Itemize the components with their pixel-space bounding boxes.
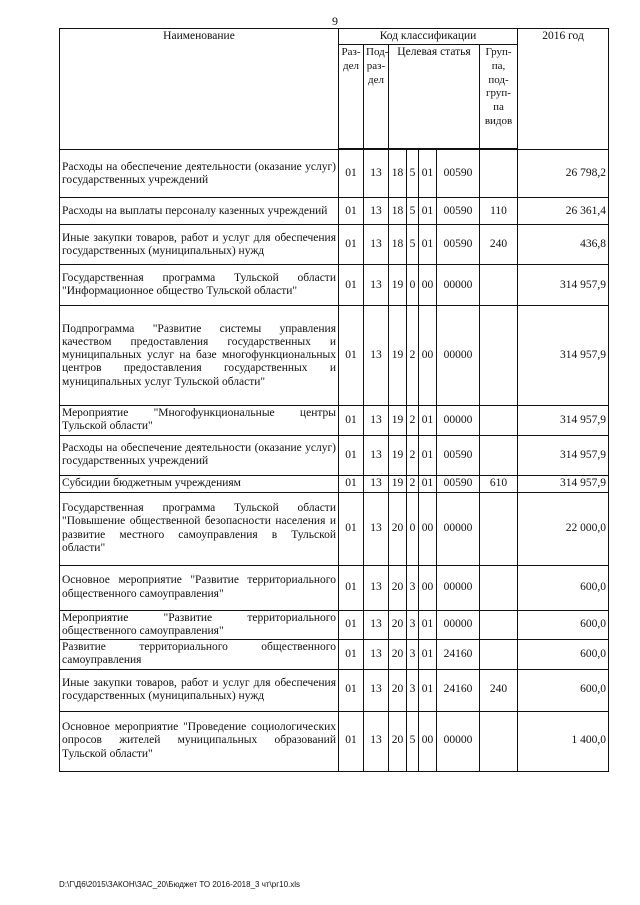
row-name: Расходы на обеспечение деятельности (оказание услуг) государственных учреждений: [60, 150, 339, 198]
row-podrazdel: 13: [364, 435, 389, 475]
row-target-direction: 00590: [437, 225, 480, 265]
header-name: Наименование: [60, 29, 339, 150]
header-row-top: [60, 29, 609, 45]
row-amount: 600,0: [518, 669, 609, 711]
file-path-footer: D:\Г\Д6\2015\ЗАКОН\ЗАС_20\Бюджет ТО 2016-2018_3 чт\рг10.xls: [59, 880, 301, 889]
table-row: [60, 150, 609, 198]
row-target-event: 00: [419, 711, 437, 771]
row-target-direction: 00000: [437, 492, 480, 565]
row-podrazdel: 13: [364, 198, 389, 225]
table-row: [60, 610, 609, 639]
row-amount: 314 957,9: [518, 265, 609, 306]
row-target-program: 20: [389, 640, 407, 669]
row-amount: 314 957,9: [518, 406, 609, 435]
row-expense-group: [480, 610, 518, 639]
row-target-subprogram: 0: [407, 265, 419, 306]
row-target-subprogram: 3: [407, 640, 419, 669]
row-amount: 1 400,0: [518, 711, 609, 771]
row-razdel: 01: [339, 565, 364, 610]
table-row: [60, 711, 609, 771]
row-expense-group: [480, 265, 518, 306]
row-target-program: 19: [389, 475, 407, 492]
row-name: Подпрограмма "Развитие системы управления качеством предоставления государственных и муниципальных услуг на базе многофункциональных центров предоставления государственных и муниципальных услуг Тульской области": [60, 306, 339, 406]
row-razdel: 01: [339, 492, 364, 565]
row-razdel: 01: [339, 669, 364, 711]
row-amount: 600,0: [518, 610, 609, 639]
row-target-event: 01: [419, 475, 437, 492]
row-target-subprogram: 5: [407, 150, 419, 198]
page-number: 9: [332, 14, 338, 28]
row-target-event: 00: [419, 306, 437, 406]
row-target-subprogram: 5: [407, 198, 419, 225]
header-target-article: Целевая статья: [389, 45, 480, 149]
row-target-program: 19: [389, 265, 407, 306]
row-podrazdel: 13: [364, 492, 389, 565]
row-name: Расходы на обеспечение деятельности (оказание услуг) государственных учреждений: [60, 435, 339, 475]
row-podrazdel: 13: [364, 565, 389, 610]
row-expense-group: [480, 150, 518, 198]
row-name: Мероприятие "Развитие территориального общественного самоуправления": [60, 610, 339, 639]
row-name: Субсидии бюджетным учреждениям: [60, 475, 339, 492]
table-row: [60, 475, 609, 492]
row-target-direction: 00590: [437, 150, 480, 198]
row-podrazdel: 13: [364, 475, 389, 492]
row-target-event: 01: [419, 198, 437, 225]
row-razdel: 01: [339, 225, 364, 265]
header-razdel: Раз- дел: [339, 45, 364, 149]
header-group: Груп- па, под- груп- па видов: [480, 45, 518, 149]
row-target-program: 18: [389, 150, 407, 198]
row-name: Государственная программа Тульской области "Повышение общественной безопасности населения и развитие местного самоуправления в Тульской области": [60, 492, 339, 565]
row-expense-group: [480, 565, 518, 610]
row-expense-group: [480, 406, 518, 435]
row-podrazdel: 13: [364, 306, 389, 406]
row-expense-group: 110: [480, 198, 518, 225]
row-target-direction: 24160: [437, 640, 480, 669]
row-target-direction: 00000: [437, 610, 480, 639]
table-row: [60, 198, 609, 225]
row-expense-group: [480, 435, 518, 475]
row-razdel: 01: [339, 265, 364, 306]
row-target-direction: 00000: [437, 265, 480, 306]
table-row: [60, 435, 609, 475]
row-razdel: 01: [339, 475, 364, 492]
row-podrazdel: 13: [364, 640, 389, 669]
row-target-event: 01: [419, 610, 437, 639]
row-target-program: 19: [389, 406, 407, 435]
row-amount: 314 957,9: [518, 306, 609, 406]
budget-table: [59, 28, 609, 772]
table-row: [60, 492, 609, 565]
row-name: Иные закупки товаров, работ и услуг для обеспечения государственных (муниципальных) нужд: [60, 669, 339, 711]
row-target-subprogram: 0: [407, 492, 419, 565]
row-podrazdel: 13: [364, 711, 389, 771]
row-target-program: 20: [389, 492, 407, 565]
row-target-direction: 00000: [437, 565, 480, 610]
row-target-event: 01: [419, 406, 437, 435]
row-amount: 22 000,0: [518, 492, 609, 565]
row-razdel: 01: [339, 406, 364, 435]
row-target-program: 18: [389, 198, 407, 225]
row-expense-group: 240: [480, 669, 518, 711]
row-target-subprogram: 3: [407, 610, 419, 639]
row-name: Мероприятие "Многофункциональные центры Тульской области": [60, 406, 339, 435]
row-target-direction: 00000: [437, 711, 480, 771]
row-amount: 314 957,9: [518, 435, 609, 475]
row-razdel: 01: [339, 150, 364, 198]
row-target-event: 01: [419, 150, 437, 198]
row-target-event: 00: [419, 492, 437, 565]
row-target-direction: 00000: [437, 406, 480, 435]
row-target-program: 20: [389, 711, 407, 771]
row-expense-group: [480, 492, 518, 565]
table-row: [60, 565, 609, 610]
row-name: Государственная программа Тульской области "Информационное общество Тульской области": [60, 265, 339, 306]
row-name: Расходы на выплаты персоналу казенных учреждений: [60, 198, 339, 225]
row-razdel: 01: [339, 640, 364, 669]
header-year: 2016 год: [518, 29, 609, 150]
row-target-direction: 00590: [437, 435, 480, 475]
row-target-program: 19: [389, 435, 407, 475]
row-target-event: 01: [419, 669, 437, 711]
row-name: Развитие территориального общественного самоуправления: [60, 640, 339, 669]
row-target-subprogram: 2: [407, 475, 419, 492]
row-target-subprogram: 2: [407, 406, 419, 435]
row-target-subprogram: 5: [407, 225, 419, 265]
row-target-program: 20: [389, 565, 407, 610]
row-podrazdel: 13: [364, 150, 389, 198]
row-name: Иные закупки товаров, работ и услуг для обеспечения государственных (муниципальных) нужд: [60, 225, 339, 265]
row-amount: 26 798,2: [518, 150, 609, 198]
row-podrazdel: 13: [364, 610, 389, 639]
row-razdel: 01: [339, 610, 364, 639]
row-podrazdel: 13: [364, 406, 389, 435]
row-podrazdel: 13: [364, 265, 389, 306]
row-amount: 600,0: [518, 640, 609, 669]
row-target-subprogram: 5: [407, 711, 419, 771]
row-target-subprogram: 3: [407, 565, 419, 610]
row-amount: 436,8: [518, 225, 609, 265]
row-expense-group: [480, 640, 518, 669]
row-podrazdel: 13: [364, 669, 389, 711]
row-razdel: 01: [339, 711, 364, 771]
row-expense-group: 240: [480, 225, 518, 265]
table-row: [60, 225, 609, 265]
row-amount: 26 361,4: [518, 198, 609, 225]
row-target-subprogram: 3: [407, 669, 419, 711]
row-target-direction: 00590: [437, 198, 480, 225]
row-target-program: 20: [389, 610, 407, 639]
row-expense-group: [480, 711, 518, 771]
row-target-event: 01: [419, 435, 437, 475]
row-target-event: 01: [419, 225, 437, 265]
row-amount: 314 957,9: [518, 475, 609, 492]
row-expense-group: [480, 306, 518, 406]
row-target-event: 01: [419, 640, 437, 669]
header-code-group: Код классификации: [339, 29, 518, 45]
row-target-direction: 24160: [437, 669, 480, 711]
table-row: [60, 306, 609, 406]
row-razdel: 01: [339, 198, 364, 225]
row-podrazdel: 13: [364, 225, 389, 265]
row-target-event: 00: [419, 265, 437, 306]
row-target-program: 19: [389, 306, 407, 406]
row-expense-group: 610: [480, 475, 518, 492]
row-target-subprogram: 2: [407, 306, 419, 406]
row-target-program: 20: [389, 669, 407, 711]
row-target-direction: 00590: [437, 475, 480, 492]
row-amount: 600,0: [518, 565, 609, 610]
row-name: Основное мероприятие "Развитие территориального общественного самоуправления": [60, 565, 339, 610]
row-target-program: 18: [389, 225, 407, 265]
table-row: [60, 669, 609, 711]
table-row: [60, 640, 609, 669]
row-target-direction: 00000: [437, 306, 480, 406]
row-name: Основное мероприятие "Проведение социологических опросов жителей муниципальных образований Тульской области": [60, 711, 339, 771]
row-razdel: 01: [339, 435, 364, 475]
header-podrazdel: Под- раз- дел: [364, 45, 389, 149]
table-body: [60, 150, 609, 771]
row-target-event: 00: [419, 565, 437, 610]
row-target-subprogram: 2: [407, 435, 419, 475]
table-row: [60, 265, 609, 306]
table-row: [60, 406, 609, 435]
row-razdel: 01: [339, 306, 364, 406]
